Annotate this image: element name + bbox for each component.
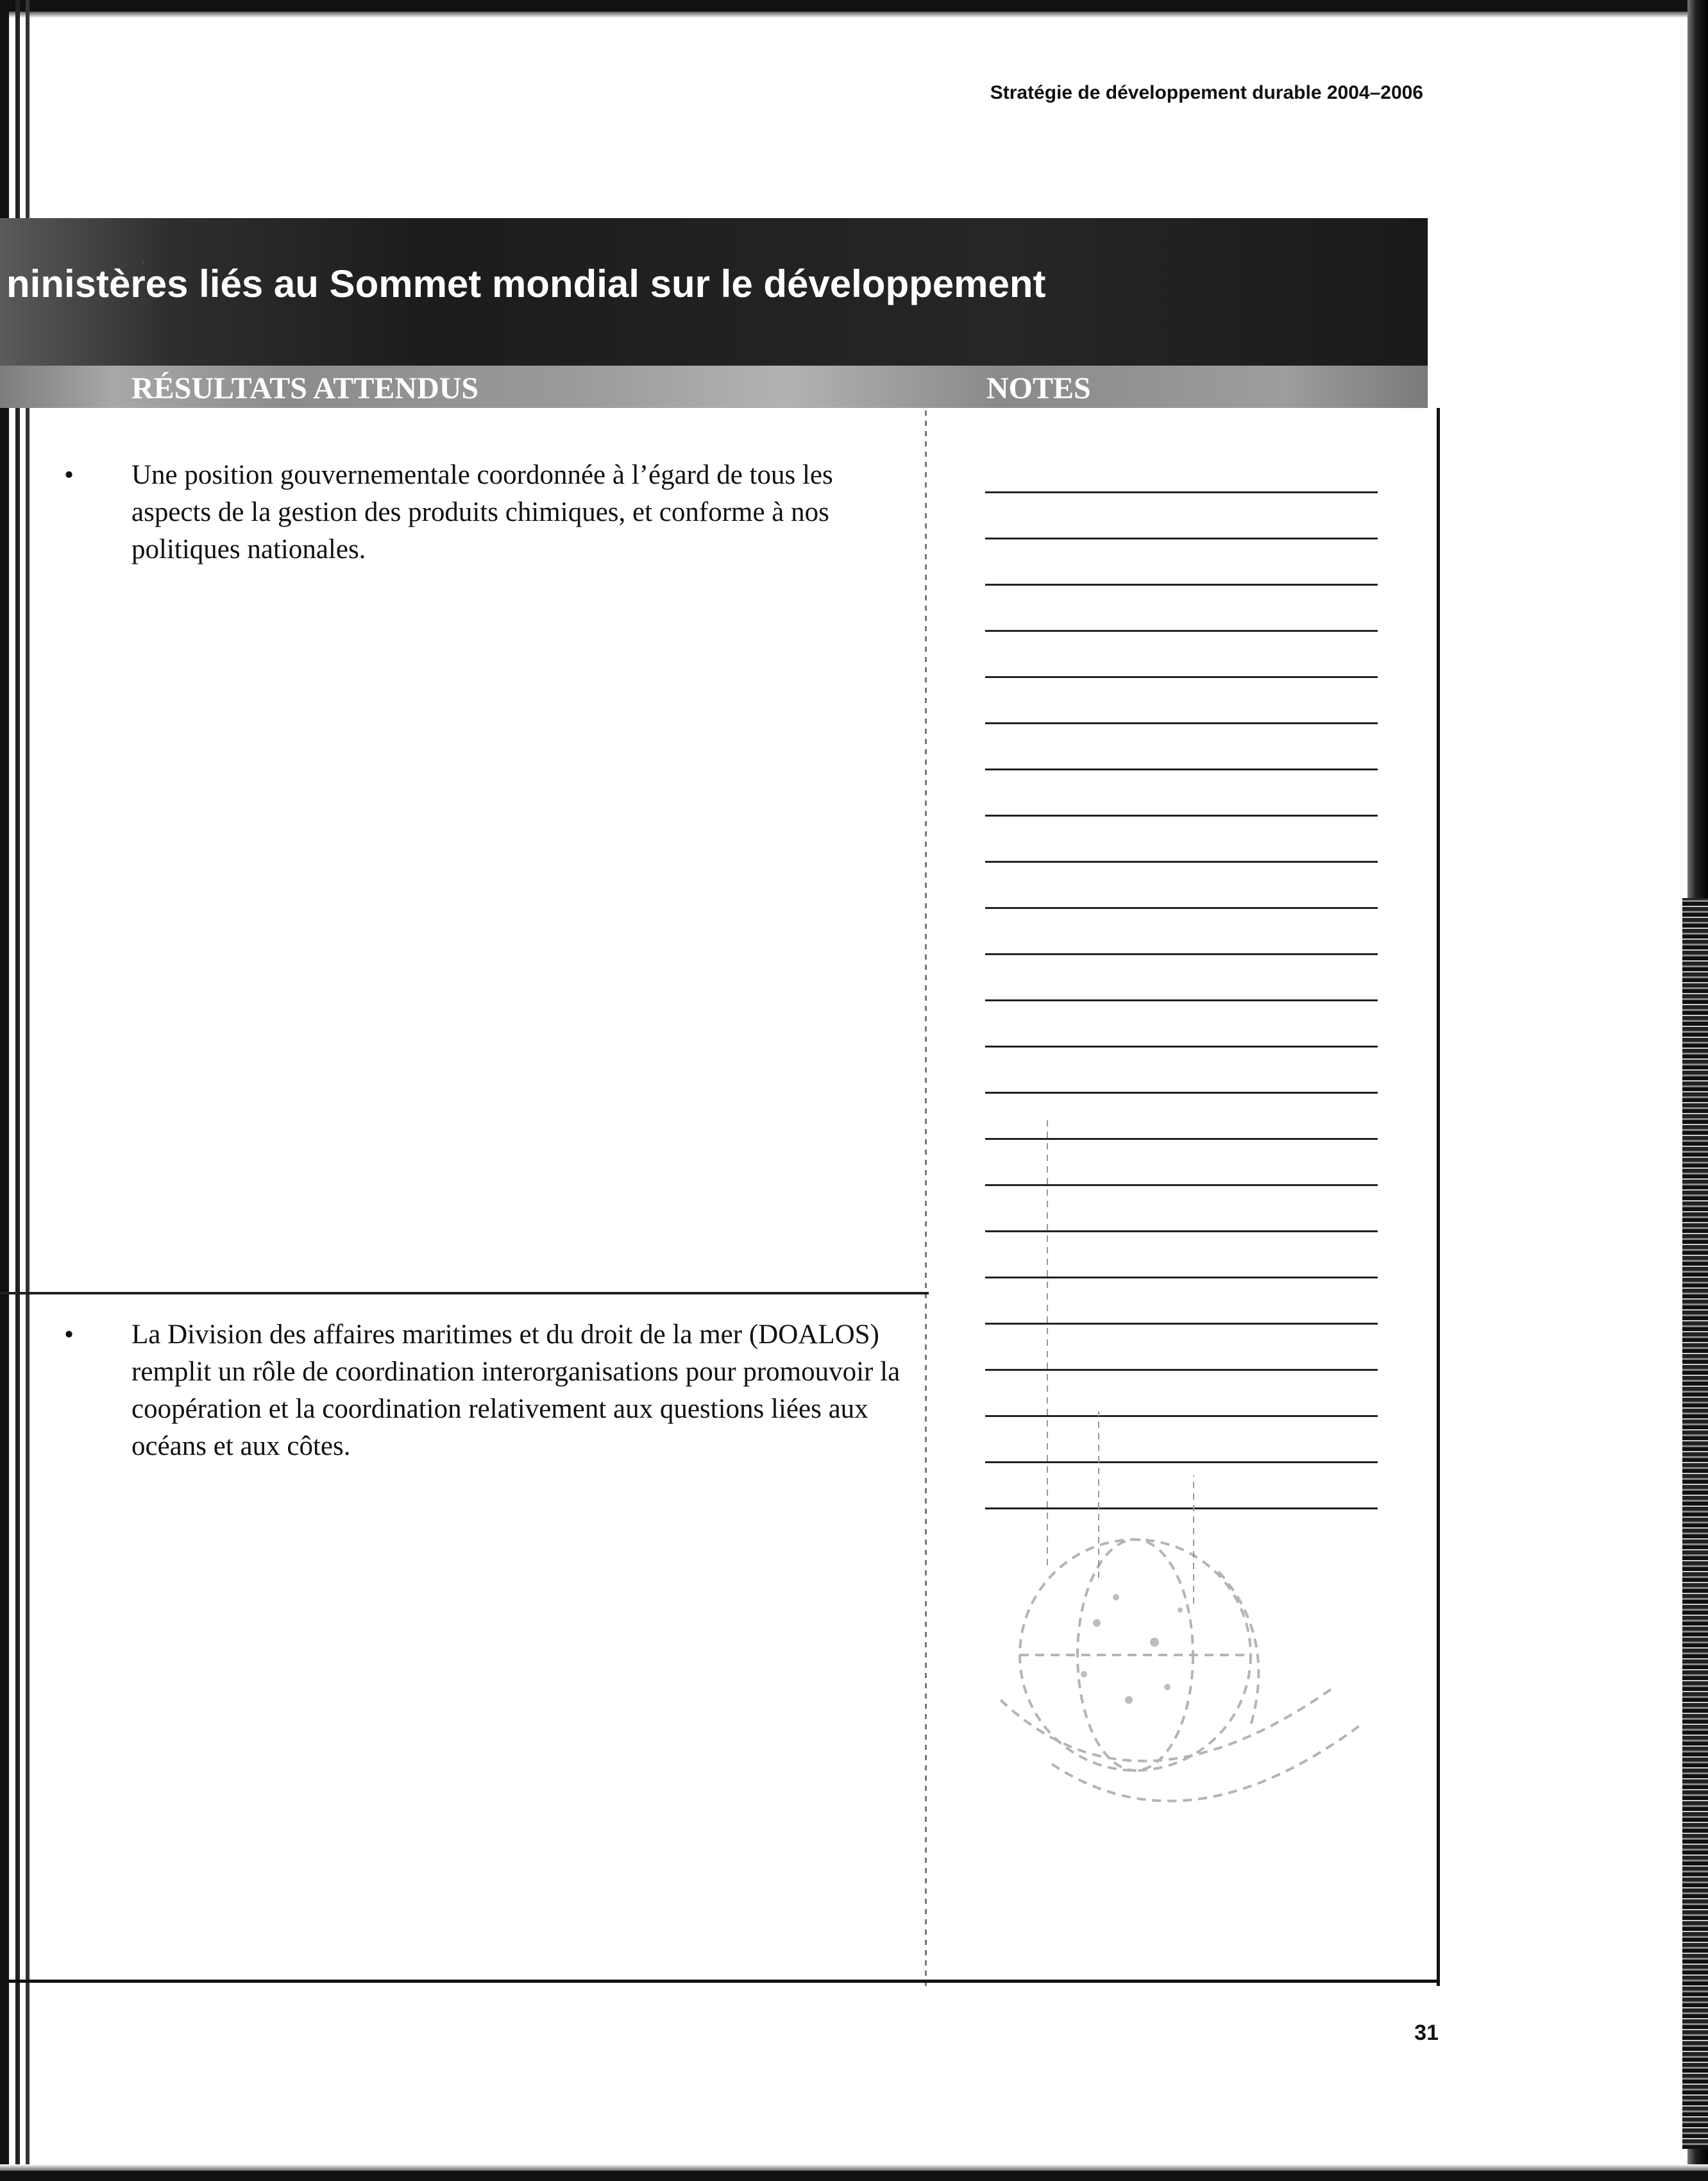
expected-result-text: La Division des affaires maritimes et du droit de la mer (DOALOS) remplit un rôle de coordination interorganisations pour promouvoir la coopération et la coordination relativement aux questions liées aux océans et aux côtes.: [131, 1320, 901, 1461]
scan-edge-bottom-shadow: [0, 2164, 1708, 2171]
column-header-results: RÉSULTATS ATTENDUS: [131, 371, 479, 405]
page-number: 31: [1414, 2021, 1439, 2045]
expected-result-item: [64, 1316, 911, 1465]
scan-edge-bottom: [0, 2171, 1708, 2181]
bullet-marker: •: [64, 1320, 74, 1350]
table-right-border: [1437, 408, 1440, 1986]
scan-edge-top: [0, 0, 1708, 12]
note-line: [985, 768, 1378, 770]
note-line: [985, 1415, 1378, 1417]
globe-watermark-icon: [975, 1495, 1398, 1854]
note-line: [985, 1046, 1378, 1048]
table-bottom-border: [0, 1980, 1440, 1983]
scan-edge-top-shadow: [0, 12, 1708, 18]
note-line: [985, 491, 1378, 493]
note-line: [985, 815, 1378, 817]
note-line: [985, 1369, 1378, 1371]
note-line: [985, 676, 1378, 678]
expected-result-item: [64, 457, 911, 568]
note-line: [985, 999, 1378, 1001]
column-divider: [925, 408, 927, 1986]
notes-writing-lines: [985, 491, 1378, 1554]
bullet-marker: •: [64, 460, 74, 490]
note-line: [985, 1230, 1378, 1232]
note-line: [985, 1138, 1378, 1140]
expected-result-text: Une position gouvernementale coordonnée à l’égard de tous les aspects de la gestion des produits chimiques, et conforme à nos politiques nationales.: [131, 460, 833, 564]
column-header-notes: NOTES: [986, 371, 1091, 405]
note-line: [985, 538, 1378, 539]
note-line: [985, 1277, 1378, 1278]
note-line: [985, 1184, 1378, 1186]
note-line: [985, 1461, 1378, 1463]
section-title: ninistères liés au Sommet mondial sur le développement: [6, 262, 1046, 305]
note-line: [985, 630, 1378, 632]
note-line: [985, 1323, 1378, 1325]
scan-edge-right-noise: [1682, 898, 1708, 2149]
note-line: [985, 722, 1378, 724]
row-divider: [0, 1292, 929, 1294]
running-header: Stratégie de développement durable 2004–2006: [990, 82, 1423, 103]
note-line: [985, 584, 1378, 586]
note-line: [985, 1092, 1378, 1094]
note-line: [985, 907, 1378, 909]
note-line: [985, 953, 1378, 955]
note-line: [985, 861, 1378, 863]
